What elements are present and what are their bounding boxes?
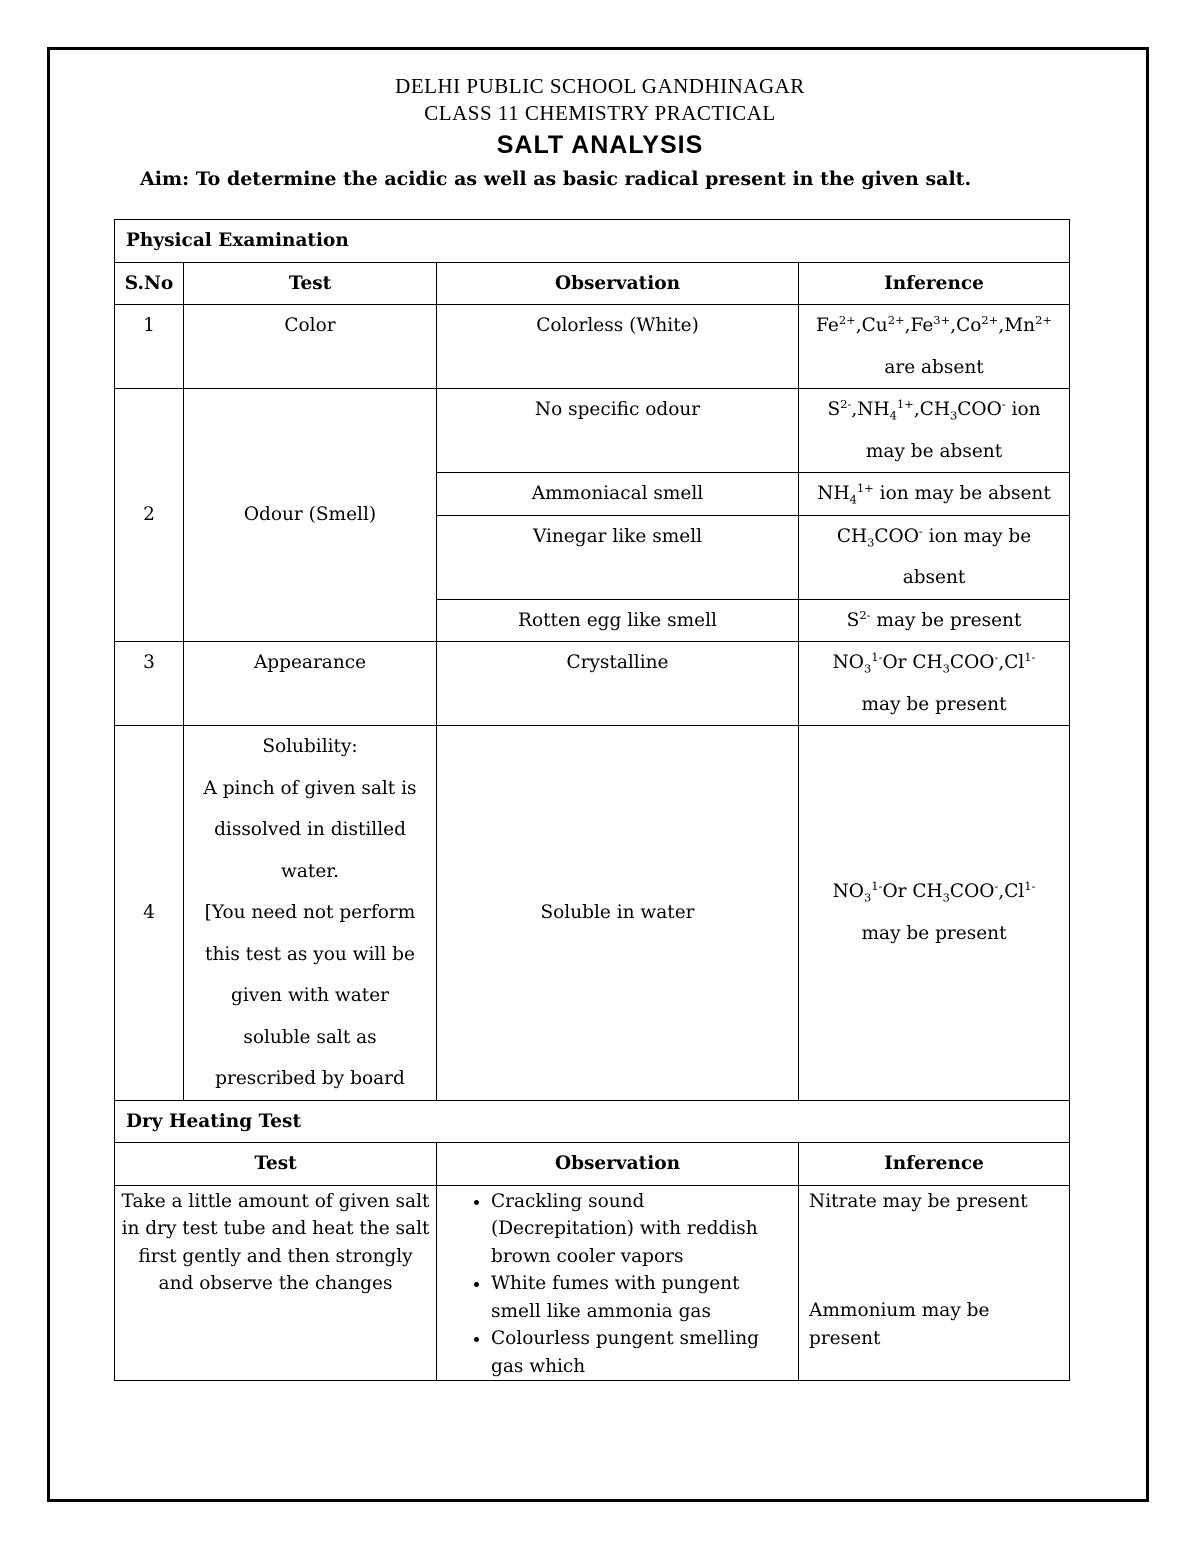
- list-item: • Colourless pungent smelling gas which: [491, 1325, 792, 1380]
- col-observation-header: Observation: [437, 262, 799, 305]
- page-title: SALT ANALYSIS: [496, 131, 704, 159]
- list-item: • Crackling sound (Decrepitation) with reddish brown cooler vapors: [491, 1188, 792, 1271]
- row3-observation: Crystalline: [437, 642, 799, 726]
- row4-test-line: water.: [281, 860, 339, 882]
- col-sno-header: S.No: [115, 262, 184, 305]
- row2-inf-no-odour: $S^{2-},NH_4^{1+},CH_3COO^-$ ion may be absent: [799, 389, 1070, 473]
- dry-header-row: [115, 1143, 1070, 1186]
- row2-sno: 2: [115, 389, 184, 642]
- dry-section-row: [115, 1100, 1070, 1143]
- physical-header-row: [115, 262, 1070, 305]
- row1-observation: Colorless (White): [437, 305, 799, 389]
- table-row: [115, 305, 1070, 389]
- dry-observations: [437, 1185, 799, 1381]
- row1-sno: 1: [115, 305, 184, 389]
- dry-inference-nitrate: Nitrate may be present: [809, 1190, 1028, 1212]
- row2-inf-vinegar-tail: absent: [902, 567, 966, 588]
- row2-obs-no-odour: No specific odour: [437, 389, 799, 473]
- row2-inf-vinegar: $CH_3COO^-$ ion may be absent: [799, 515, 1070, 599]
- row2-inf-no-odour-tail: may be absent: [865, 440, 1003, 462]
- table-row: [115, 389, 1070, 473]
- row3-inference-tail: may be present: [861, 693, 1007, 715]
- dry-section-title: Dry Heating Test: [115, 1100, 1070, 1143]
- aim-statement: Aim: To determine the acidic as well as basic radical present in the given salt.: [140, 168, 972, 190]
- row4-test-line: dissolved in distilled: [214, 819, 406, 840]
- row2-inf-rotten-egg-text: may be present: [870, 609, 1022, 631]
- row1-inference: $Fe^{2+},Cu^{2+},Fe^{3+},Co^{2+},Mn^{2+}$ are absent: [799, 305, 1070, 389]
- row2-inf-ammoniacal-text: ion may be absent: [873, 483, 1051, 504]
- row4-inference: $NO_3^{1-}Or$ $CH_3COO^-,Cl^{1-}$ may be present: [799, 726, 1070, 1101]
- row4-sno: 4: [115, 726, 184, 1101]
- table-row: [115, 642, 1070, 726]
- row2-obs-ammoniacal: Ammoniacal smell: [437, 473, 799, 516]
- row3-test: Appearance: [184, 642, 437, 726]
- table-row: [115, 726, 1070, 1101]
- row4-test-line: this test as you will be: [205, 943, 415, 965]
- col-test-header: Test: [184, 262, 437, 305]
- dry-observation-list: [437, 1188, 792, 1381]
- row3-inference: $NO_3^{1-}Or$ $CH_3COO^-,Cl^{1-}$ may be present: [799, 642, 1070, 726]
- physical-section-title: Physical Examination: [115, 220, 1070, 263]
- physical-section-row: [115, 220, 1070, 263]
- dry-test-procedure: Take a little amount of given salt in dry test tube and heat the salt first gently and then strongly and observe the changes: [115, 1185, 437, 1381]
- school-name: DELHI PUBLIC SCHOOL GANDHINAGAR: [395, 74, 805, 98]
- row4-test-line: given with water: [230, 985, 390, 1006]
- row1-inference-tail: are absent: [884, 356, 984, 378]
- dry-col-test-header: Test: [115, 1143, 437, 1186]
- row2-obs-vinegar: Vinegar like smell: [437, 515, 799, 599]
- row2-inf-rotten-egg: $S^{2-}$ may be present: [799, 599, 1070, 642]
- row4-test-line: A pinch of given salt is: [203, 777, 417, 799]
- salt-analysis-table: [114, 219, 1070, 1381]
- row4-test: [184, 726, 437, 1101]
- row2-test: Odour (Smell): [184, 389, 437, 642]
- row4-test-line: soluble salt as: [243, 1026, 377, 1048]
- dry-col-observation-header: Observation: [437, 1143, 799, 1186]
- row4-test-line: [You need not perform: [204, 902, 416, 923]
- row2-obs-rotten-egg: Rotten egg like smell: [437, 599, 799, 642]
- row4-test-line: Solubility:: [262, 736, 358, 757]
- row4-inference-tail: may be present: [861, 922, 1007, 944]
- dry-inference-ammonium: Ammonium may be present: [809, 1300, 990, 1349]
- row4-observation: Soluble in water: [437, 726, 799, 1101]
- row4-test-line: prescribed by board: [215, 1068, 405, 1089]
- row2-inf-vinegar-text: ion may be: [922, 525, 1032, 547]
- dry-inferences: [799, 1185, 1070, 1381]
- row2-inf-ammoniacal: $NH_4^{1+}$ ion may be absent: [799, 473, 1070, 516]
- row1-test: Color: [184, 305, 437, 389]
- inference-spacer: [809, 1215, 1063, 1297]
- col-inference-header: Inference: [799, 262, 1070, 305]
- row3-sno: 3: [115, 642, 184, 726]
- table-row: [115, 1185, 1070, 1381]
- list-item: • White fumes with pungent smell like ammonia gas: [491, 1270, 792, 1325]
- class-subtitle: CLASS 11 CHEMISTRY PRACTICAL: [424, 101, 776, 125]
- dry-col-inference-header: Inference: [799, 1143, 1070, 1186]
